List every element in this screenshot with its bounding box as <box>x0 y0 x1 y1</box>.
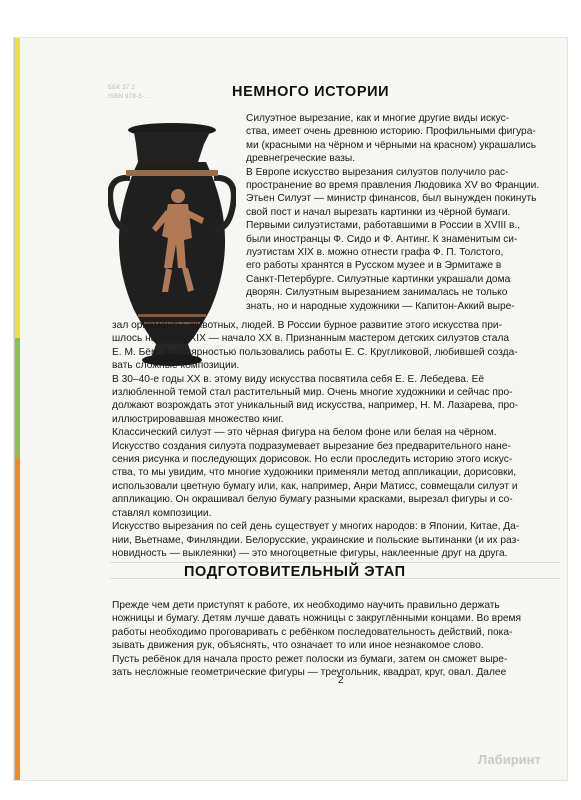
text-line: луэтистам XIX в. можно отнести графа Ф. П. Толстого, <box>246 247 504 259</box>
text-line: пространение во время правления Людовика XV во Франции. <box>246 180 540 192</box>
text-line: нии, Вьетнаме, Финляндии. Белорусские, украинские и польские вытинанки (и их раз- <box>112 534 520 546</box>
text-line: Пусть ребёнок для начала просто режет полоски из бумаги, затем он сможет выре- <box>112 653 508 665</box>
text-line: Первыми силуэтистами, работавшими в России в XVIII в., <box>246 220 521 232</box>
text-line: Искусство вырезания по сей день существует у многих народов: в Японии, Китае, Да- <box>112 521 520 533</box>
text-line: знать, но и народные художники — Капитон-Аккий выре- <box>246 300 515 312</box>
text-line: Силуэтное вырезание, как и многие другие виды искус- <box>246 113 510 124</box>
catalog-line: ISBN 978-5-... <box>108 94 151 100</box>
text-line: работы необходимо проговаривать с ребёнком последовательность действий, пока- <box>112 626 513 638</box>
text-line: ства, имеет очень древнюю историю. Профильными фигура- <box>246 126 536 138</box>
main-paragraphs <box>112 319 568 560</box>
text-line: Этьен Силуэт — министр финансов, был вынужден покинуть <box>246 193 537 205</box>
text-line: ства, то мы увидим, что многие художники применяли метод аппликации, дорисовки, <box>112 467 517 479</box>
text-line: зать несложные геометрические фигуры — треугольник, квадрат, круг, овал. Далее <box>112 667 507 679</box>
bleed-through-line <box>110 562 560 563</box>
text-line: новидность — выклеянки) — это многоцветные фигуры, наклеенные друг на друга. <box>112 547 508 559</box>
text-line: вать сложные композиции. <box>112 360 240 372</box>
text-line: В 30–40-е годы XX в. этому виду искусства посвятила себя Е. Е. Лебедева. Её <box>112 373 485 385</box>
text-line: зал орнаменты, животных, людей. В России бурное развитие этого искусства при- <box>112 320 502 331</box>
catalog-line: ББК 37.2 <box>108 85 136 91</box>
text-line: Искусство создания силуэта подразумевает вырезание без предварительного нане- <box>112 440 511 452</box>
section-heading-history: НЕМНОГО ИСТОРИИ <box>232 84 390 100</box>
text-line: дворян. Силуэтным вырезанием занималась не только <box>246 287 508 299</box>
page-number: 2 <box>338 675 344 686</box>
text-line: ставлял композиции. <box>112 507 212 519</box>
text-line: В Европе искусство вырезания силуэтов получило рас- <box>246 166 509 178</box>
page-edge-stripe-orange <box>15 458 20 780</box>
bleed-through-catalog-text <box>108 84 150 102</box>
text-line: Санкт-Петербурге. Силуэтные картинки украшали дома <box>246 273 511 285</box>
text-line: использовали цветную бумагу или, как, например, Анри Матисс, совмещали силуэт и <box>112 480 518 492</box>
text-line: шлось на конец XIX — начало XX в. Признанным мастером детских силуэтов стала <box>112 333 510 345</box>
page-edge-stripe-yellow <box>15 38 20 338</box>
text-line: излюбленной темой стал растительный мир. Очень многие художники и сейчас про- <box>112 387 513 399</box>
page-edge-stripe-green <box>15 338 20 458</box>
text-line: иллюстрировавшая множество книг. <box>112 413 284 425</box>
section-heading-preparation: ПОДГОТОВИТЕЛЬНЫЙ ЭТАП <box>184 564 406 580</box>
watermark-logo: Лабиринт <box>478 752 541 767</box>
text-line: были иностранцы Ф. Сидо и Ф. Антинг. К знаменитым си- <box>246 233 518 245</box>
text-line: аппликацию. Он окрашивал белую бумагу разными красками, вырезал фигуры и со- <box>112 494 513 506</box>
text-line: Классический силуэт — это чёрная фигура на белом фоне или белая на чёрном. <box>112 427 497 439</box>
text-line: ножницы и бумагу. Детям лучше давать ножницы с закруглёнными концами. Во время <box>112 613 522 625</box>
text-line: зывать движения рук, объяснять, что означает то или иное незнакомое слово. <box>112 640 484 652</box>
text-line: ми (красными на чёрном и чёрными на красном) украшались <box>246 139 537 151</box>
text-line: сения рисунка и последующих дорисовок. Но если проследить историю этого искус- <box>112 454 513 466</box>
text-line: свой пост и начал вырезать картинки из чёрной бумаги. <box>246 206 511 218</box>
text-line: Прежде чем дети приступят к работе, их необходимо научить правильно держать <box>112 600 500 611</box>
intro-paragraphs <box>246 112 568 313</box>
preparation-paragraphs <box>112 599 568 679</box>
text-line: его работы хранятся в Русском музее и в Эрмитаже в <box>246 260 502 272</box>
text-line: древнегреческие вазы. <box>246 153 356 165</box>
text-line: должают возрождать этот уникальный вид искусства, например, Н. М. Лазарева, про- <box>112 400 519 412</box>
text-line: Е. М. Бём, популярностью пользовались работы Е. С. Кругликовой, любившей созда- <box>112 346 518 358</box>
